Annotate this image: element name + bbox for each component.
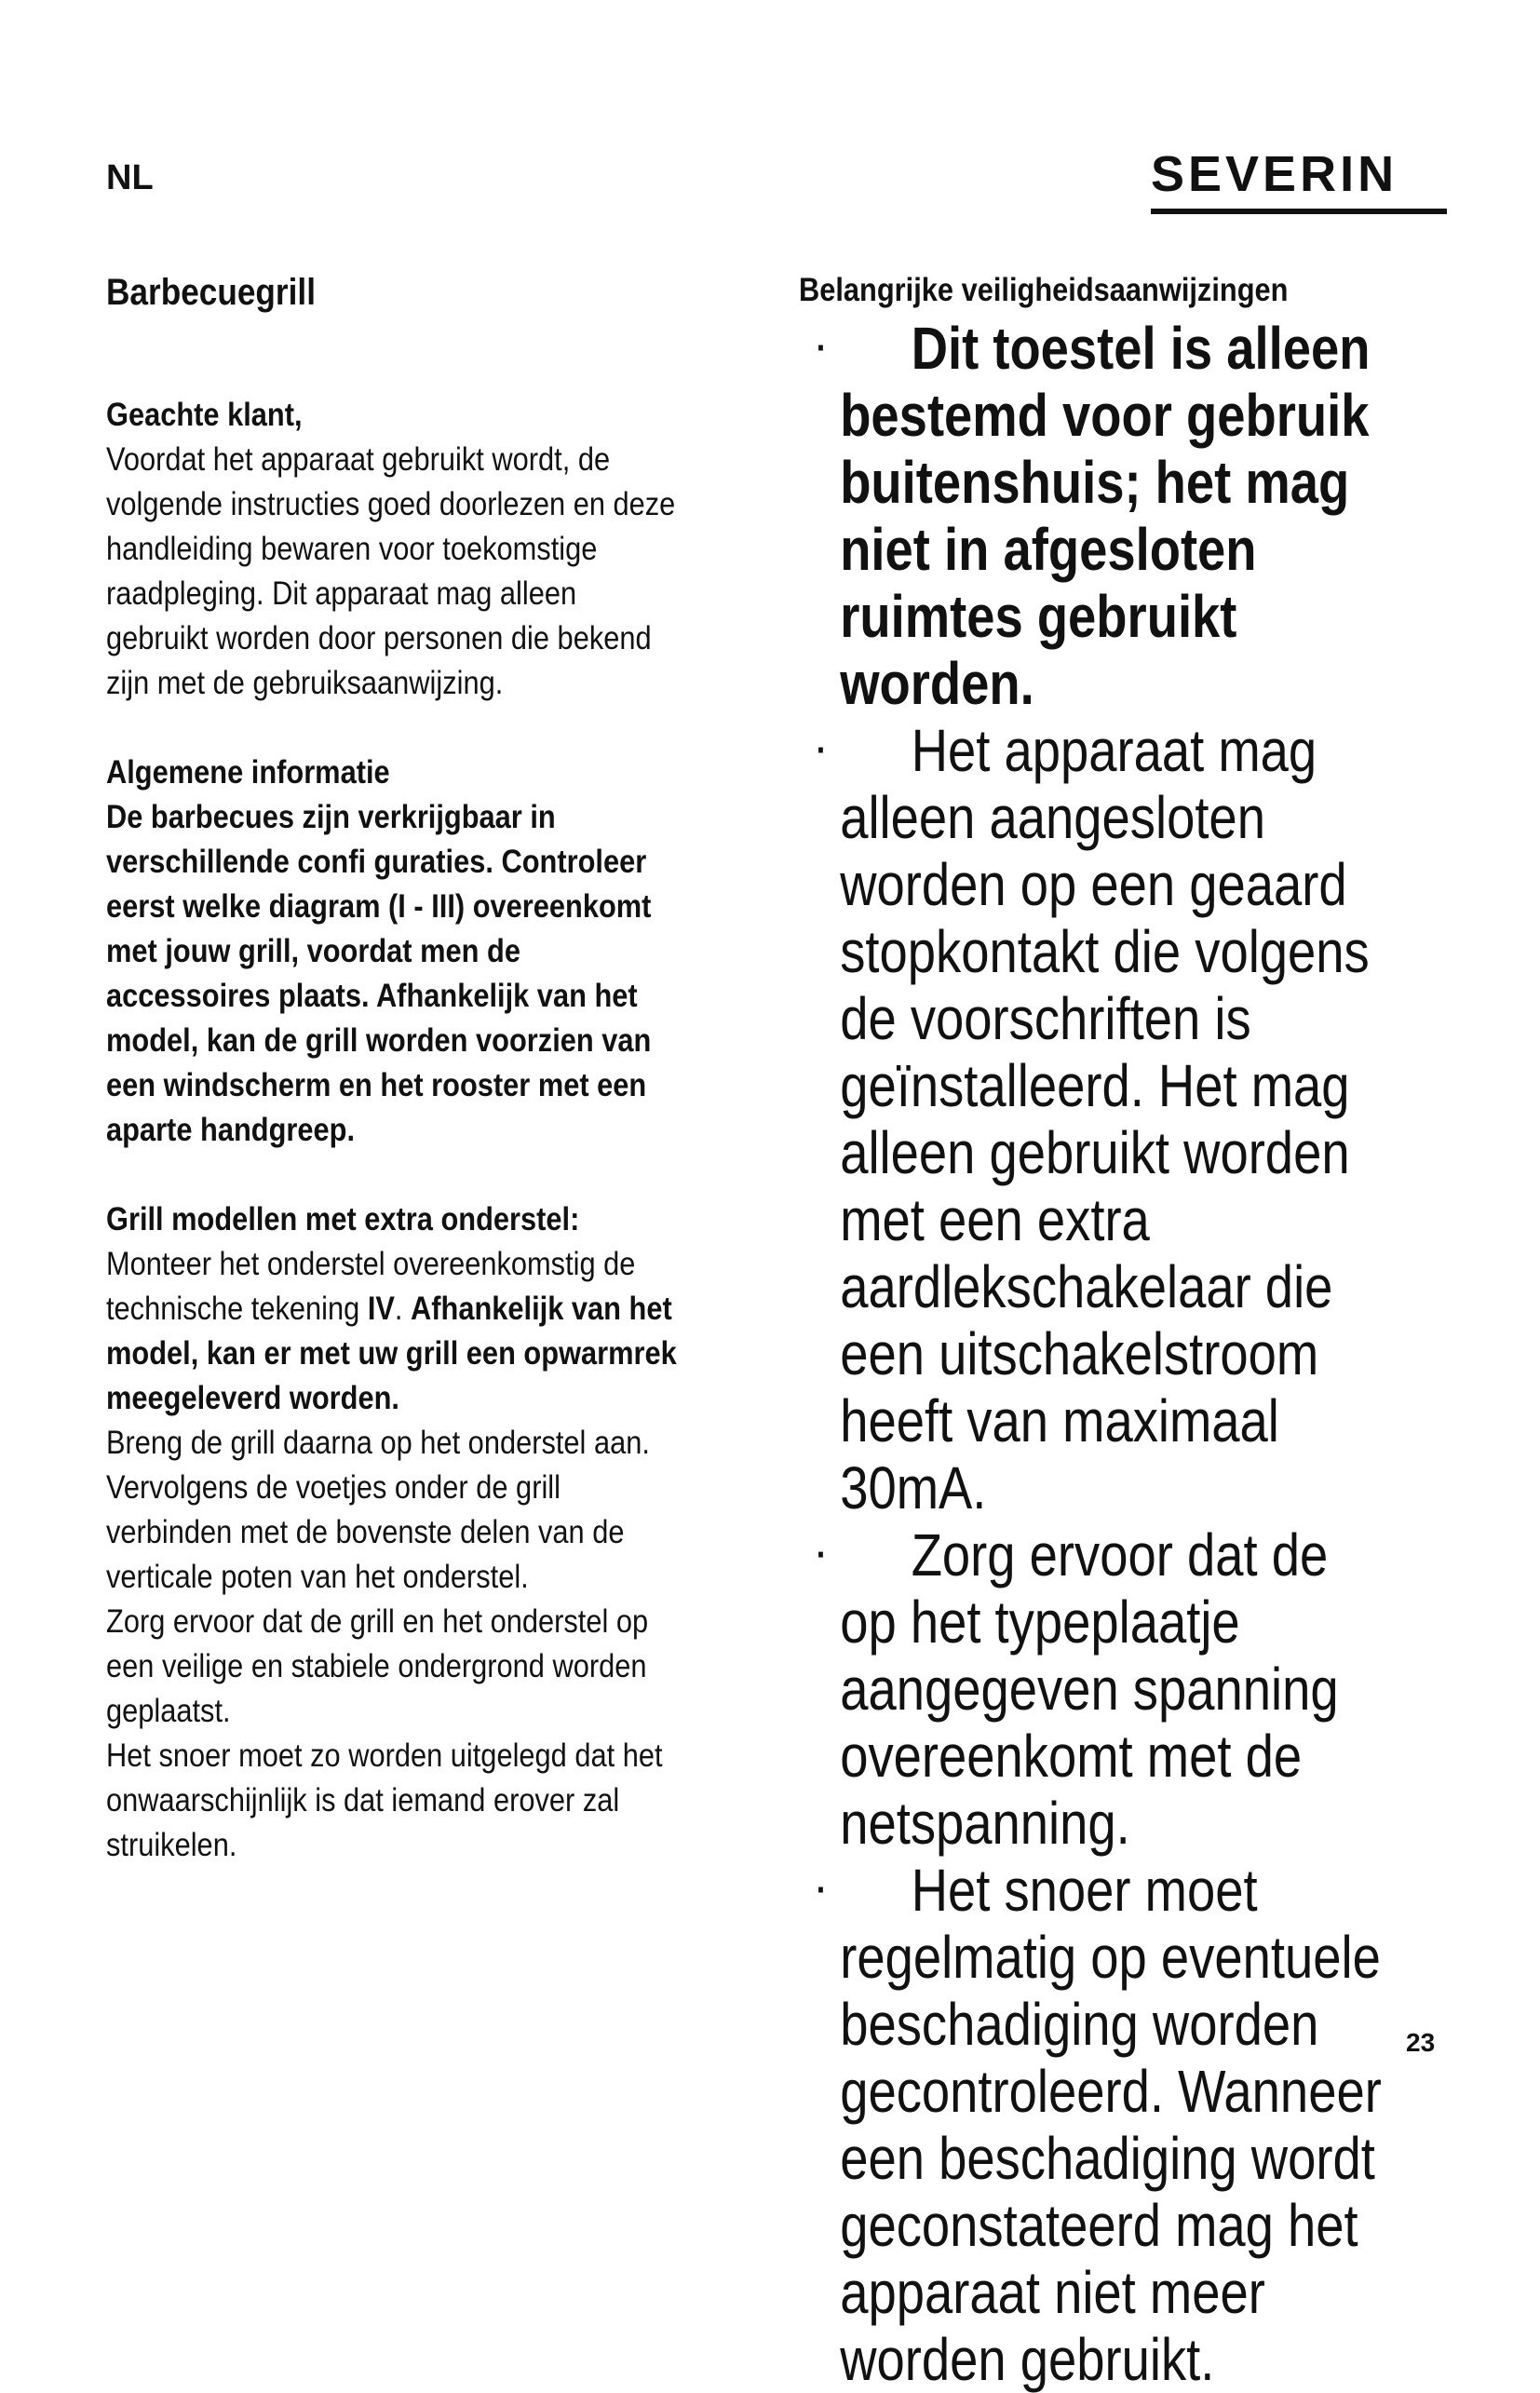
safety-item <box>799 717 1385 1521</box>
models-p1-text: Monteer het onderstel overeenkomstig de technische tekening <box>106 1246 636 1327</box>
models-paragraph-1 <box>106 1242 680 1421</box>
page-title: Barbecuegrill <box>106 272 316 313</box>
page-number: 23 <box>1406 2028 1436 2057</box>
models-p1-bold: Afhankelijk van het model, kan er met uw grill een opwarmrek meegeleverd worden. <box>106 1291 677 1416</box>
general-info-heading: Algemene informatie <box>106 754 390 791</box>
language-code: NL <box>106 158 154 197</box>
bullet-icon: · <box>816 1870 828 1911</box>
bullet-icon: · <box>816 1534 828 1575</box>
models-paragraph-3: Zorg ervoor dat de grill en het onderstel op een veilige en stabiele ondergrond worden geplaatst. <box>106 1603 649 1729</box>
safety-item-text: Dit toestel is alleen bestemd voor gebruik buitenshuis; het mag niet in afgesloten ruimtes gebruikt worden. <box>840 315 1371 717</box>
models-p1-sep: . <box>394 1291 412 1327</box>
safety-item <box>799 1521 1385 1857</box>
safety-item-text: Het apparaat mag alleen aangesloten worden op een geaard stopkontakt die volgens de voorschriften is geïnstalleerd. Het mag alleen gebruikt worden met een extra aardlekschakelaar die een uitschakelstroom heeft van maximaal 30mA. <box>840 717 1370 1521</box>
models-paragraph-2: Breng de grill daarna op het onderstel aan. Vervolgens de voetjes onder de grill verbinden met de bovenste delen van de verticale poten van het onderstel. <box>106 1425 650 1595</box>
models-heading: Grill modellen met extra onderstel: <box>106 1201 580 1237</box>
bullet-icon: · <box>816 730 828 771</box>
brand-logo-text: SEVERIN <box>1151 146 1398 202</box>
safety-heading: Belangrijke veiligheidsaanwijzingen <box>799 272 1289 308</box>
safety-item-text: Het snoer moet regelmatig op eventuele beschadiging worden gecontroleerd. Wanneer een beschadiging wordt geconstateerd mag het apparaat niet meer worden gebruikt. <box>840 1857 1382 2393</box>
safety-item <box>799 315 1385 717</box>
brand-logo-underline <box>1151 209 1447 214</box>
left-column <box>106 270 680 1868</box>
safety-item <box>799 1857 1385 2393</box>
models-paragraph-4: Het snoer moet zo worden uitgelegd dat het onwaarschijnlijk is dat iemand erover zal struikelen. <box>106 1737 663 1863</box>
general-info-body: De barbecues zijn verkrijgbaar in verschillende confi guraties. Controleer eerst welke diagram (I - III) overeenkomt met jouw grill, voordat men de accessoires plaats. Afhankelijk van het model, kan de grill worden voorzien van een windscherm en het rooster met een aparte handgreep. <box>106 799 652 1148</box>
intro-paragraph: Voordat het apparaat gebruikt wordt, de volgende instructies goed doorlezen en deze handleiding bewaren voor toekomstige raadpleging. Dit apparaat mag alleen gebruikt worden door personen die bekend zijn met de gebruiksaanwijzing. <box>106 441 676 701</box>
bullet-icon: · <box>816 328 828 369</box>
brand-logo <box>1151 146 1447 214</box>
right-column <box>799 268 1488 2393</box>
drawing-reference: IV <box>367 1291 395 1327</box>
greeting: Geachte klant, <box>106 397 303 433</box>
safety-item-text: Zorg ervoor dat de op het typeplaatje aangegeven spanning overeenkomt met de netspanning. <box>840 1521 1339 1857</box>
